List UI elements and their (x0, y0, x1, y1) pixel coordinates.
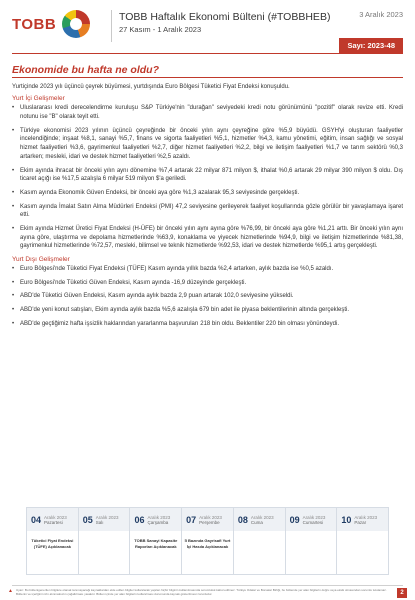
publish-date: 3 Aralık 2023 (359, 10, 403, 19)
calendar-day-number: 07 (186, 514, 197, 525)
calendar-day (182, 508, 234, 574)
footer-disclaimer: Uyarı: Bu bültenigenerilen bilgilere olanak tanımayacağı kaynaklardan elde edilen bilgiler kullanılarak yapılan hiçbir bilginin kullanılmasında sorumluluk kabul edilmez. Türkiye Odalar ve Borsalar Birliği, bu bültende yer alan bilgilerin doğru veya eksik olmasından sorumlu tutulamaz. Bültenin ve içeriğinin izin alınmaksızın çoğaltılması yasaktır. Bülten içinde yer alan bilgilerin kullanılması durumunda kaynak gösterilmesi zorunludur. (16, 588, 387, 597)
foreign-list (12, 265, 403, 328)
bulletin-title: TOBB Haftalık Ekonomi Bülteni (#TOBBHEB) (119, 11, 331, 23)
list-item: • Ekim ayında Hizmet Üretici Fiyat Endeksi (H-ÜFE) bir önceki yılın aynı ayına göre %76,99, bir önceki aya göre %1,21 arttı. Bir önceki yılın aynı ayına göre, ulaştırma ve depolama hizmetlerinde %63,9, konaklama ve yiyecek hizmetlerinde %94,9, bilgi ve iletişim hizmetlerinde %81,38, gayrimenkul hizmetlerinde %72,57, mesleki, bilimsel ve teknik hizmetlerde %92,53, idari ve destek hizmetlerde %95,1 artış gerçekleşti. (12, 225, 403, 251)
calendar-weekday: Cuma (250, 519, 263, 525)
calendar-day (27, 508, 79, 574)
list-item: • Kasım ayında Ekonomik Güven Endeksi, bir önceki aya göre %1,3 azalarak 95,3 seviyesinde gerçekleşti. (12, 189, 403, 198)
weekly-calendar (26, 507, 389, 575)
calendar-month: Aralık 2023 (95, 514, 119, 520)
footer-rule (12, 585, 403, 586)
calendar-day (337, 508, 388, 574)
calendar-day-number: 04 (31, 514, 42, 525)
calendar-month: Aralık 2023 (147, 514, 171, 520)
calendar-event: Tüketici Fiyat Endeksi (TÜFE) Açıklanacak (31, 538, 74, 549)
calendar-day (286, 508, 338, 574)
calendar-weekday: Pazar (354, 519, 367, 525)
calendar-day-number: 05 (82, 514, 93, 525)
bulletin-header (0, 0, 415, 58)
calendar-day-number: 09 (289, 514, 300, 525)
list-item: • Euro Bölgesi'nde Tüketici Güven Endeksi, Kasım ayında -16,9 düzeyinde gerçekleşti. (12, 279, 403, 288)
calendar-day-number: 10 (341, 514, 352, 525)
calendar-month: Aralık 2023 (354, 514, 378, 520)
list-item: • ABD'de Tüketici Güven Endeksi, Kasım ayında aylık bazda 2,9 puan artarak 102,0 seviyesine yükseldi. (12, 292, 403, 301)
main-content (12, 64, 403, 333)
calendar-weekday: Pazartesi (44, 519, 63, 525)
calendar-weekday: Cumartesi (302, 519, 324, 525)
calendar-weekday: Perşembe (199, 519, 220, 525)
section-title: Ekonomide bu hafta ne oldu? (12, 64, 403, 78)
calendar-day-number: 06 (134, 514, 145, 525)
tobb-logo (12, 10, 90, 38)
domestic-list (12, 104, 403, 251)
page-number: 2 (397, 588, 407, 598)
calendar-weekday: Salı (95, 519, 104, 525)
list-item: • Uluslararası kredi derecelendirme kuruluşu S&P Türkiye'nin "durağan" seviyedeki kredi notu görünümünü "pozitif" olarak revize etti. Kredi notunu ise "B" olarak teyit etti. (12, 104, 403, 121)
calendar-month: Aralık 2023 (44, 514, 67, 520)
calendar-day-number: 08 (237, 514, 248, 525)
calendar-month: Aralık 2023 (302, 514, 326, 520)
list-item: • Euro Bölgesi'nde Tüketici Fiyat Endeksi (TÜFE) Kasım ayında yıllık bazda %2,4 artarken, aylık bazda ise %0,5 azaldı. (12, 265, 403, 274)
domestic-heading: Yurt İçi Gelişmeler (12, 95, 65, 103)
calendar-month: Aralık 2023 (199, 514, 222, 520)
issue-badge: Sayı: 2023-48 (339, 38, 403, 53)
list-item: • Türkiye ekonomisi 2023 yılının üçüncü çeyreğinde bir önceki yılın aynı çeyreğine göre %5,9 büyüdü. GSYH'yi oluşturan faaliyetler incelendiğinde; inşaat %8,1, sanayi %5,7, finans ve sigorta faaliyetleri %5,1, hizmetler %4,3, kamu yönetimi, eğitim, insan sağlığı ve sosyal hizmet faaliyetleri %3,6, gayrimenkul faaliyetleri %2,7, diğer hizmet faaliyetleri %2,2, bilgi ve iletişim faaliyetleri %1,7 ve tarım sektörü %0,3 artarken; mesleki, idari ve destek hizmet faaliyetleri %2,5 azaldı. (12, 127, 403, 162)
section-intro: Yurtiçinde 2023 yılı üçüncü çeyrek büyümesi, yurtdışında Euro Bölgesi Tüketici Fiyat Endeksi konuşuldu. (12, 84, 290, 90)
list-item: • Kasım ayında İmalat Satın Alma Müdürleri Endeksi (PMI) 47,2 seviyesine gerileyerek faaliyet koşullarında gözle görülür bir yavaşlamaya işaret etti. (12, 203, 403, 220)
foreign-heading: Yurt Dışı Gelişmeler (12, 256, 70, 264)
header-rule (12, 53, 403, 54)
list-item: • ABD'de yeni konut satışları, Ekim ayında aylık bazda %5,6 azalışla 679 bin adet ile piyasa beklentilerinin altında gerçekleşti. (12, 306, 403, 315)
calendar-weekday: Çarşamba (147, 519, 169, 525)
calendar-day (130, 508, 182, 574)
header-divider (111, 10, 112, 42)
calendar-day (234, 508, 286, 574)
list-item: • Ekim ayında ihracat bir önceki yılın aynı dönemine %7,4 artarak 22 milyar 871 milyon $, ithalat %0,6 artarak 29 milyar 390 milyon $ oldu. Dış ticaret açığı ise %17,5 azalışla 6 milyar 519 milyon $'a geriledi. (12, 167, 403, 184)
calendar-month: Aralık 2023 (250, 514, 274, 520)
logo-emblem-icon (62, 10, 90, 38)
calendar-event: İl Bazında Gayrisafi Yurt İçi Hasıla Açıklanacak (184, 538, 231, 549)
calendar-event: TOBB Sanayi Kapasite Raporları Açıklanacak (134, 538, 178, 549)
calendar-day (79, 508, 131, 574)
list-item: • ABD'de geçtiğimiz hafta işsizlik haklarından yararlanma başvuruları 218 bin oldu. Beklentiler 220 bin olması yönündeydi. (12, 320, 403, 329)
warning-icon: ▲ (8, 588, 13, 594)
bulletin-date-range: 27 Kasım - 1 Aralık 2023 (119, 25, 202, 34)
logo-text: TOBB (12, 15, 57, 33)
